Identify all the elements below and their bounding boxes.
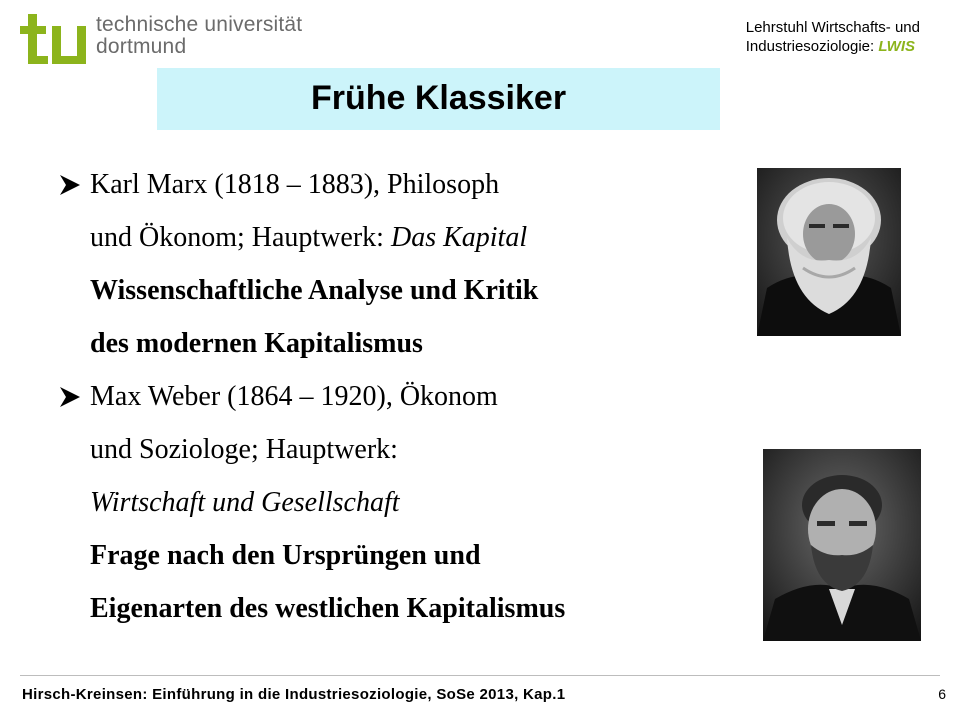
bullet-item-marx [58,158,738,211]
portrait-karl-marx [757,168,901,336]
arrowhead-bullet-icon [58,385,82,409]
marx-photo-icon [757,168,901,336]
chair-abbreviation: LWIS [878,38,915,55]
marx-line3: Wissenschaftliche Analyse und Kritik [90,275,539,306]
weber-line4: Frage nach den Ursprüngen und [90,540,481,571]
weber-line2-row [58,423,738,476]
bullet-item-weber [58,370,738,423]
weber-line1: Max Weber (1864 – 1920), Ökonom [90,381,498,412]
footer-divider [20,675,940,676]
weber-line5: Eigenarten des westlichen Kapitalismus [90,593,566,624]
logo-text-line1: technische universität [96,13,303,36]
slide-title: Frühe Klassiker [310,79,567,117]
marx-line4: des modernen Kapitalismus [90,328,423,359]
footer-text: Hirsch-Kreinsen: Einführung in die Industriesoziologie, SoSe 2013, Kap.1 [22,686,566,703]
chair-label [746,18,920,56]
tu-logo-icon [20,12,86,66]
portrait-max-weber [763,449,921,641]
weber-line2: und Soziologe; Hauptwerk: [90,434,398,465]
marx-line2-prefix: und Ökonom; Hauptwerk: [90,222,391,253]
chair-line1: Lehrstuhl Wirtschafts- und [745,19,920,36]
page-number: 6 [938,686,946,702]
logo-text-line2: dortmund [96,35,187,58]
chair-line2 [746,37,920,56]
weber-line3-row [58,476,738,529]
slide-content [58,158,738,635]
title-bar [157,68,720,130]
tu-dortmund-logo [20,12,320,72]
marx-main-work: Das Kapital [390,222,528,253]
weber-line4-row [58,529,738,582]
marx-line2 [58,211,738,264]
marx-line1: Karl Marx (1818 – 1883), Philosoph [90,169,500,200]
marx-line4-row [58,317,738,370]
arrowhead-bullet-icon [58,173,82,197]
weber-main-work: Wirtschaft und Gesellschaft [90,487,400,518]
chair-line2-prefix: Industriesoziologie: [745,38,879,55]
weber-photo-icon [763,449,921,641]
marx-line3-row [58,264,738,317]
weber-line5-row [58,582,738,635]
